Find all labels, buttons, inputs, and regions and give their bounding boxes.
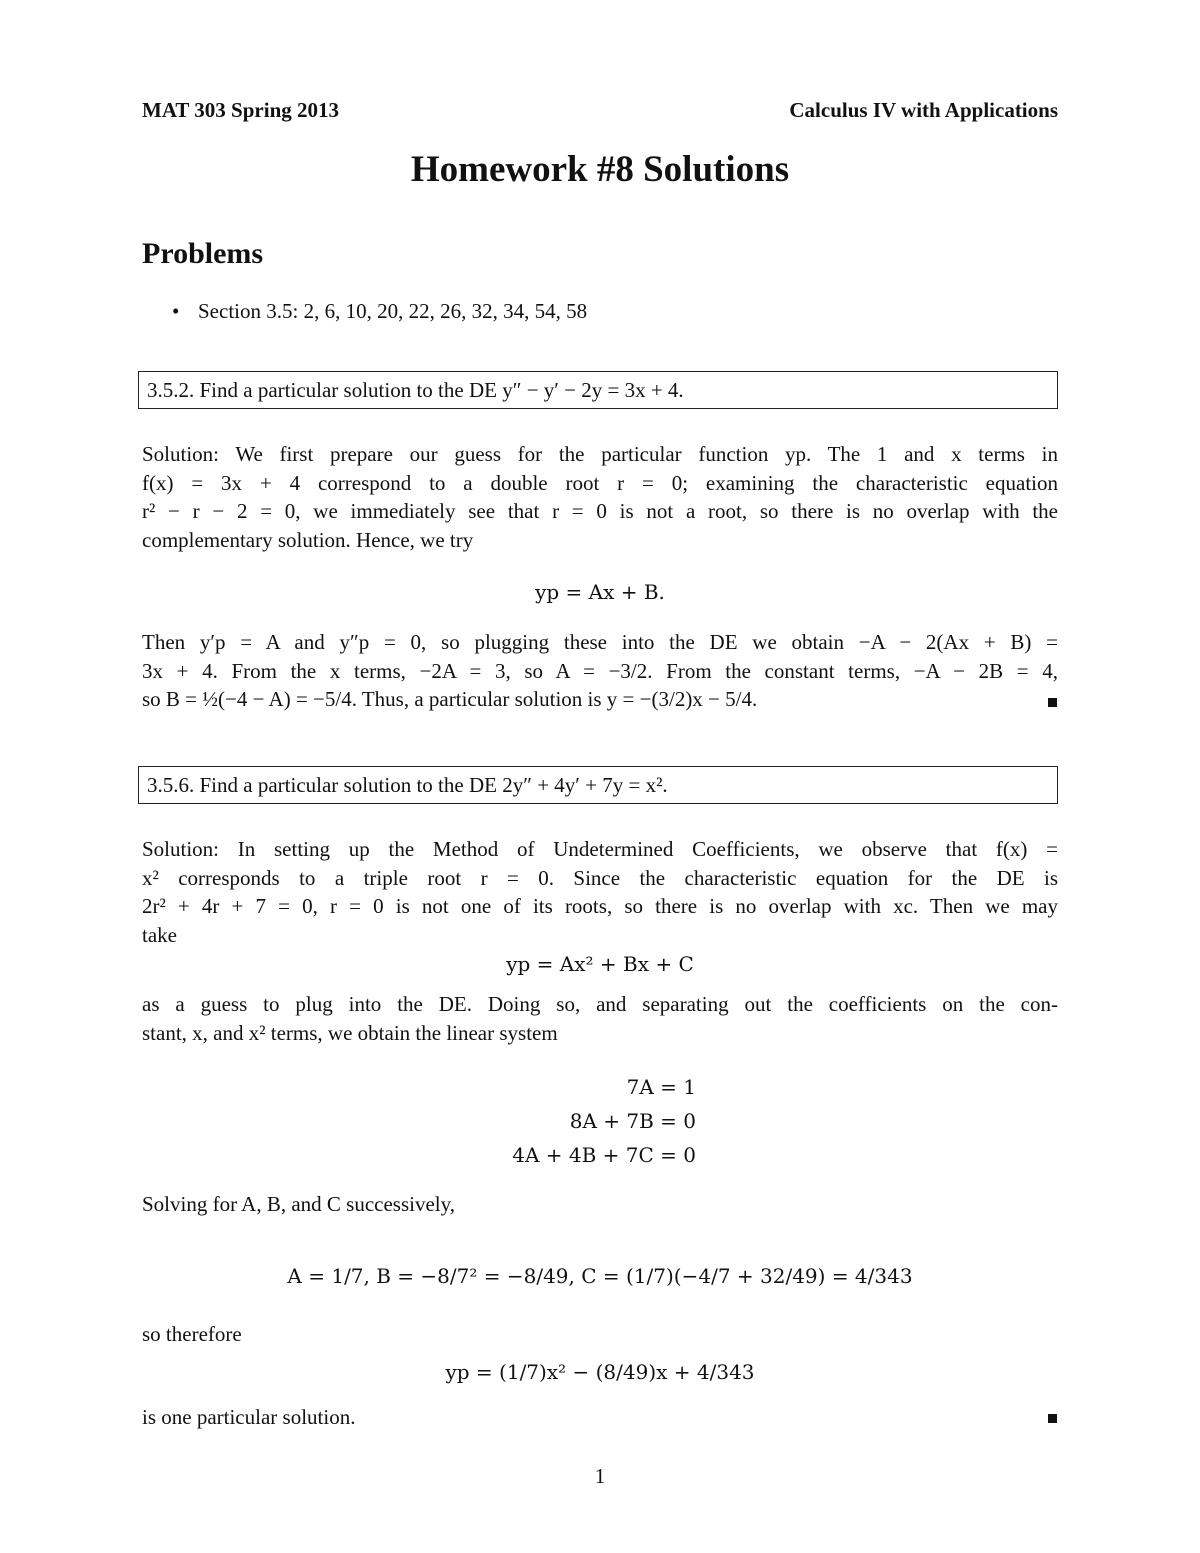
solution-line: Then y′p = A and y″p = 0, so plugging these into the DE we obtain −A − 2(Ax + B) = (142, 630, 1058, 654)
solution-paragraph (142, 1403, 1058, 1432)
solution-line: so therefore (142, 1322, 242, 1346)
linear-system (400, 1070, 800, 1172)
solution-line: take (142, 922, 177, 947)
solution-line: Solving for A, B, and C successively, (142, 1192, 456, 1216)
solution-line: r² − r − 2 = 0, we immediately see that r = 0 is not a root, so there is no overlap with the (142, 499, 1058, 524)
solution-line: stant, x, and x² terms, we obtain the linear system (142, 1020, 558, 1045)
solution-paragraph (142, 1320, 1058, 1349)
problem-statement: 3.5.6. Find a particular solution to the DE 2y″ + 4y′ + 7y = x². (147, 773, 668, 797)
course-title: Calculus IV with Applications (789, 98, 1058, 122)
solution-line: so B = ½(−4 − A) = −5/4. Thus, a particular solution is y = −(3/2)x − 5/4. (142, 687, 758, 712)
bullet-icon: • (172, 299, 180, 323)
coefficients-equation: A = 1/7, B = −8/7² = −8/49, C = (1/7)(−4/7 + 32/49) = 4/343 (287, 1264, 913, 1288)
solution-paragraph (142, 990, 1058, 1047)
display-equation: yp = Ax + B. (535, 580, 665, 604)
system-equation: 4A + 4B + 7C = 0 (512, 1143, 696, 1167)
solution-line: Solution: In setting up the Method of Undetermined Coefficients, we observe that f(x) = (142, 837, 1058, 861)
solution-line: 3x + 4. From the x terms, −2A = 3, so A = −3/2. From the constant terms, −A − 2B = 4, (142, 658, 1058, 683)
problem-box-3-5-6 (138, 766, 1058, 804)
solution-line: complementary solution. Hence, we try (142, 527, 474, 552)
problem-box-3-5-2 (138, 371, 1058, 409)
page-number: 1 (594, 1464, 606, 1488)
solution-line: as a guess to plug into the DE. Doing so, and separating out the coefficients on the con- (142, 992, 1058, 1016)
page-title: Homework #8 Solutions (410, 149, 790, 190)
solution-paragraph (142, 440, 1058, 554)
system-equation: 8A + 7B = 0 (569, 1109, 696, 1133)
solution-line: Solution: We first prepare our guess for the particular function yp. The 1 and x terms in (142, 442, 1058, 466)
qed-square-icon (1048, 698, 1057, 707)
solution-paragraph (142, 628, 1058, 714)
problems-list-text: Section 3.5: 2, 6, 10, 20, 22, 26, 32, 34, 54, 58 (198, 299, 588, 323)
solution-line: 2r² + 4r + 7 = 0, r = 0 is not one of its roots, so there is no overlap with xc. Then we may (142, 894, 1058, 919)
solution-line: is one particular solution. (142, 1405, 356, 1429)
result-equation: yp = (1/7)x² − (8/49)x + 4/343 (445, 1360, 755, 1384)
problems-heading: Problems (142, 237, 264, 270)
problem-statement: 3.5.2. Find a particular solution to the DE y″ − y′ − 2y = 3x + 4. (147, 378, 684, 402)
problems-list-item (172, 297, 587, 326)
solution-line: x² corresponds to a triple root r = 0. Since the characteristic equation for the DE is (142, 865, 1058, 890)
display-equation: yp = Ax² + Bx + C (506, 952, 694, 976)
course-code: MAT 303 Spring 2013 (142, 98, 339, 122)
system-equation: 7A = 1 (626, 1075, 696, 1099)
solution-paragraph (142, 835, 1058, 949)
solution-line: f(x) = 3x + 4 correspond to a double root r = 0; examining the characteristic equation (142, 470, 1058, 495)
solution-paragraph (142, 1190, 1058, 1219)
qed-square-icon (1048, 1414, 1057, 1423)
